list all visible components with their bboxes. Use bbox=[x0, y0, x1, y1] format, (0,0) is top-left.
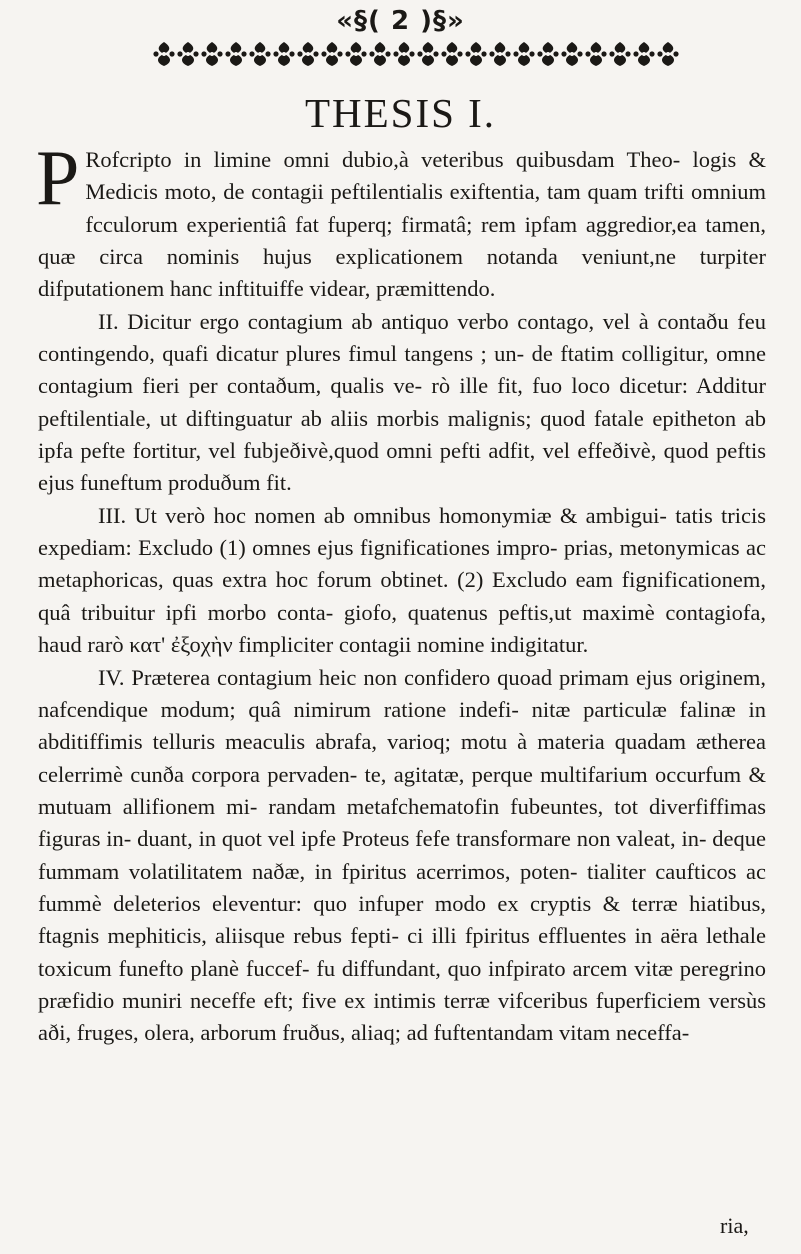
fleuron-icon bbox=[632, 40, 656, 68]
fleuron-icon bbox=[200, 40, 224, 68]
ornament-band bbox=[152, 38, 656, 70]
catchword: ria, bbox=[720, 1213, 749, 1238]
fleuron-icon bbox=[560, 40, 584, 68]
fleuron-icon bbox=[344, 40, 368, 68]
fleuron-icon bbox=[488, 40, 512, 68]
fleuron-icon bbox=[176, 40, 200, 68]
fleuron-icon bbox=[272, 40, 296, 68]
fleuron-icon bbox=[392, 40, 416, 68]
body-text bbox=[36, 134, 766, 1050]
fleuron-icon bbox=[512, 40, 536, 68]
fleuron-icon bbox=[536, 40, 560, 68]
fleuron-icon bbox=[464, 40, 488, 68]
paragraph-2: II. Dicitur ergo contagium ab antiquo verbo contago, vel à contaðu feu contingendo, quafi dicatur plures fimul tangens ; un- de ftatim colligitur, omne contagium fieri per contaðum, qualis ve- rò ille fit, fuo loco dicetur: Additur peftilentiale, ut diftinguatur ab aliis morbis malignis; quod fatale epitheton ab ipfa pefte fortitur, vel fubjeðivè,quod omni pefti adfit, vel effeðivè, quod peftis ejus funeftum produðum fit. bbox=[38, 308, 766, 496]
fleuron-icon bbox=[584, 40, 608, 68]
fleuron-icon bbox=[152, 40, 176, 68]
paragraph-1-text: Rofcripto in limine omni dubio,à veteribus quibusdam Theo- logis & Medicis moto, de contagii peftilentialis exiftentia, tam quam trifti omnium fcculorum experientiâ fat fuperq; firmatâ; rem ipfam aggredior,ea tamen, quæ circa nominis hujus explicationem notanda veniunt,ne turpiter difputationem hanc inftituiffe videar, præmittendo. bbox=[38, 147, 766, 302]
page-title: THESIS I. bbox=[304, 90, 497, 136]
fleuron-icon bbox=[224, 40, 248, 68]
paragraph-4: IV. Præterea contagium heic non confidero quoad primam ejus originem, nafcendique modum; quâ nimirum ratione indefi- nitæ particulæ falinæ in abditiffimis telluris meaculis abrafa, varioq; motu à materia quadam ætherea celerrimè cunða corpora pervaden- te, agitatæ, perque multifarium occurfum & mutuam allifionem mi- randam metafchematofin fubeuntes, tot diverfiffimas figuras in- duant, in quot vel ipfe Proteus fefe transformare non valeat, in- deque fummam volatilitatem naðæ, in fpiritus acerrimos, poten- tialiter caufticos ac fummè deleterios eleventur: quo infuper modo ex cryptis & terræ hiatibus, ftagnis mephiticis, aliisque rebus fepti- ci illi fpiritus effluentes in aëra lethale toxicum funefto planè fuccef- fu diffundant, quo infpirato arcem vitæ peregrino præfidio muniri neceffe eft; five ex intimis terræ vifceribus fuperficiem versùs aði, fruges, olera, arborum fruðus, aliaq; ad fuftentandam vitam neceffa- bbox=[38, 664, 766, 1046]
page-number-header: «§( 2 )§» bbox=[336, 6, 465, 36]
fleuron-icon bbox=[248, 40, 272, 68]
fleuron-icon bbox=[656, 40, 680, 68]
paragraph-1 bbox=[36, 134, 766, 306]
fleuron-icon bbox=[608, 40, 632, 68]
fleuron-icon bbox=[416, 40, 440, 68]
fleuron-icon bbox=[440, 40, 464, 68]
paragraph-3: III. Ut verò hoc nomen ab omnibus homonymiæ & ambigui- tatis tricis expediam: Excludo (1) omnes ejus fignificationes impro- prias, metonymicas ac metaphoricas, quas extra hoc forum obtinet. (2) Excludo eam fignificationem, quâ tribuitur ipfi morbo conta- giofo, quatenus peftis,ut maximè contagiofa, haud rarò κατ' ἐξοχὴν fimpliciter contagii nomine indigitatur. bbox=[38, 502, 766, 658]
fleuron-icon bbox=[368, 40, 392, 68]
fleuron-icon bbox=[320, 40, 344, 68]
fleuron-icon bbox=[296, 40, 320, 68]
drop-cap: P bbox=[36, 134, 80, 221]
